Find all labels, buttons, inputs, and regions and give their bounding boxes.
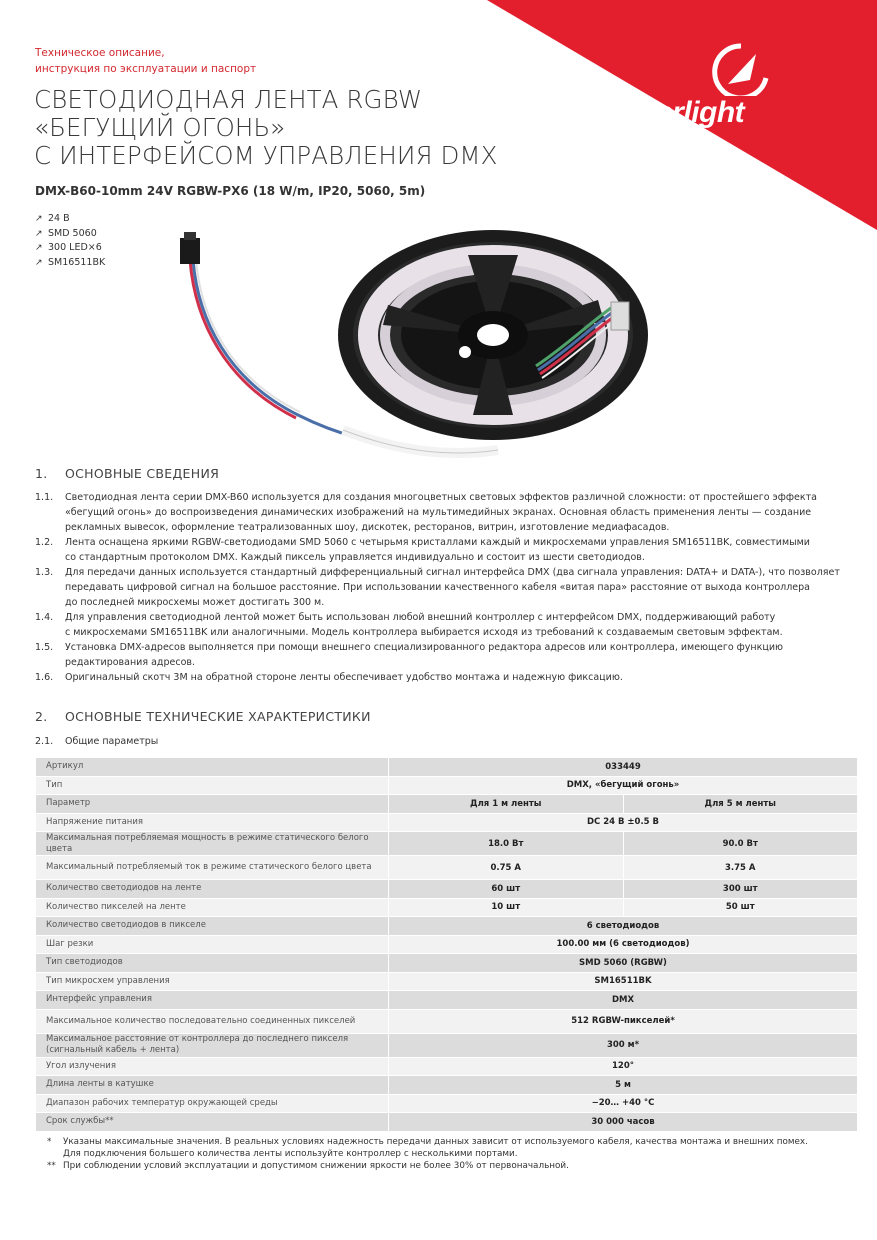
item-text-line: редактирования адресов. <box>65 657 196 668</box>
feature-label: SMD 5060 <box>48 227 97 239</box>
spec-label: Максимальное количество последовательно соединенных пикселей <box>36 1009 389 1033</box>
item-text-line: Светодиодная лента серии DMX-B60 используется для создания многоцветных световых эффектов различной сложности: от простейшего эффекта <box>65 492 817 503</box>
item-text-line: до последней микросхемы может достигать 300 м. <box>65 597 325 608</box>
feature-label: 300 LED×6 <box>48 242 102 253</box>
item-text-line: Для передачи данных используется стандартный дифференциальный сигнал интерфейса DMX (два сигнала управления: DATA+ и DATA-), что позволяет <box>65 567 840 578</box>
footnote-mark: * <box>47 1137 52 1147</box>
arrow-icon: ↗ <box>35 228 43 239</box>
item-text-line: передавать цифровой сигнал на большое расстояние. При использовании качественного кабеля «витая пара» расстояние от выхода контроллера <box>65 582 810 593</box>
document-type <box>35 45 256 77</box>
spec-label: Срок службы** <box>36 1113 389 1132</box>
feature-item <box>35 256 105 271</box>
item-text-line: Лента оснащена яркими RGBW-светодиодами SMD 5060 с четырьмя кристаллами каждый и микросхемами управления SM16511BK, совместимыми <box>65 537 810 548</box>
arrow-icon: ↗ <box>35 243 43 253</box>
list-item <box>35 640 845 670</box>
table-row <box>36 1033 858 1057</box>
table-row <box>36 880 858 899</box>
spec-value: 10 шт <box>389 898 624 917</box>
spec-value: 512 RGBW-пикселей* <box>389 1009 858 1033</box>
brand-logo: arlight <box>656 96 745 129</box>
section-heading <box>35 709 371 724</box>
table-row <box>36 917 858 936</box>
table-row <box>36 1009 858 1033</box>
spec-label: Тип микросхем управления <box>36 972 389 991</box>
footnote <box>47 1160 847 1172</box>
item-text-line: Оригинальный скотч 3М на обратной стороне ленты обеспечивает удобство монтажа и надежную фиксацию. <box>65 672 623 683</box>
title-line: «БЕГУЩИЙ ОГОНЬ» <box>34 113 286 142</box>
table-row <box>36 856 858 880</box>
footnotes <box>47 1136 847 1172</box>
spec-label: Напряжение питания <box>36 813 389 832</box>
list-item <box>35 670 845 685</box>
arrow-icon: ↗ <box>35 214 43 224</box>
footnote-mark: ** <box>47 1161 56 1171</box>
footnote-line: Для подключения большего количества ленты используйте контроллер с несколькими портами. <box>63 1149 518 1159</box>
spec-table <box>35 757 858 1132</box>
table-row <box>36 795 858 814</box>
spec-value: Для 5 м ленты <box>623 795 858 814</box>
table-row <box>36 776 858 795</box>
list-item <box>35 535 845 565</box>
spec-value: DMX <box>389 991 858 1010</box>
spec-value: 50 шт <box>623 898 858 917</box>
page-title <box>34 86 498 170</box>
item-text-line: рекламных вывесок, оформление театрализованных шоу, дискотек, ресторанов, витрин, изготовление медиафасадов. <box>65 522 670 533</box>
spec-label: Максимальное расстояние от контроллера до последнего пикселя (сигнальный кабель + лента) <box>36 1033 389 1057</box>
table-row <box>36 1057 858 1076</box>
spec-value: DMX, «бегущий огонь» <box>389 776 858 795</box>
spec-value: 18.0 Вт <box>389 832 624 856</box>
general-info-list <box>35 490 845 685</box>
table-row <box>36 972 858 991</box>
spec-value: −20… +40 °C <box>389 1094 858 1113</box>
product-model: DMX-B60-10mm 24V RGBW-PX6 (18 W/m, IP20, 5060, 5m) <box>35 184 426 198</box>
subsection-heading <box>35 736 158 747</box>
spec-value: 6 светодиодов <box>389 917 858 936</box>
spec-value: 100.00 мм (6 светодиодов) <box>389 935 858 954</box>
arlight-logo-icon <box>706 40 776 96</box>
spec-label: Количество пикселей на ленте <box>36 898 389 917</box>
spec-value: 60 шт <box>389 880 624 899</box>
spec-label: Шаг резки <box>36 935 389 954</box>
section-title: ОСНОВНЫЕ СВЕДЕНИЯ <box>65 466 220 481</box>
spec-value: 120° <box>389 1057 858 1076</box>
spec-value: 300 м* <box>389 1033 858 1057</box>
feature-item <box>35 241 105 256</box>
spec-value: 3.75 А <box>623 856 858 880</box>
feature-item <box>35 227 105 242</box>
subsection-title: Общие параметры <box>65 736 159 747</box>
spec-value: 0.75 А <box>389 856 624 880</box>
spec-label: Максимальная потребляемая мощность в режиме статического белого цвета <box>36 832 389 856</box>
spec-value: 033449 <box>389 758 858 777</box>
spec-label: Параметр <box>36 795 389 814</box>
item-number: 1.6. <box>35 672 54 683</box>
table-row <box>36 898 858 917</box>
spec-label: Тип <box>36 776 389 795</box>
table-row <box>36 991 858 1010</box>
spec-label: Тип светодиодов <box>36 954 389 973</box>
table-row <box>36 758 858 777</box>
item-text-line: с микросхемами SM16511BK или аналогичными. Модель контроллера выбирается исходя из требований к создаваемым световым эффектам. <box>65 627 783 638</box>
section-heading <box>35 466 219 481</box>
spec-value: 5 м <box>389 1076 858 1095</box>
led-strip-reel-image <box>168 230 688 470</box>
item-number: 1.4. <box>35 612 54 623</box>
table-row <box>36 935 858 954</box>
item-number: 1.1. <box>35 492 54 503</box>
spec-label: Диапазон рабочих температур окружающей среды <box>36 1094 389 1113</box>
spec-label: Артикул <box>36 758 389 777</box>
spec-label: Длина ленты в катушке <box>36 1076 389 1095</box>
list-item <box>35 610 845 640</box>
footnote-line: При соблюдении условий эксплуатации и допустимом снижении яркости не более 30% от первоначальной. <box>63 1161 569 1171</box>
section-title: ОСНОВНЫЕ ТЕХНИЧЕСКИЕ ХАРАКТЕРИСТИКИ <box>65 709 371 724</box>
section-number: 1. <box>35 466 48 481</box>
feature-label: 24 В <box>48 213 70 224</box>
footnote <box>47 1136 847 1160</box>
table-row <box>36 954 858 973</box>
spec-label: Количество светодиодов в пикселе <box>36 917 389 936</box>
spec-value: SMD 5060 (RGBW) <box>389 954 858 973</box>
footnote-line: Указаны максимальные значения. В реальных условиях надежность передачи данных зависит от используемого кабеля, качества монтажа и внешних помех. <box>63 1137 808 1147</box>
spec-label: Интерфейс управления <box>36 991 389 1010</box>
spec-value: Для 1 м ленты <box>389 795 624 814</box>
arrow-icon: ↗ <box>35 257 43 268</box>
spec-value: SM16511BK <box>389 972 858 991</box>
section-number: 2. <box>35 709 48 724</box>
item-text-line: «бегущий огонь» до воспроизведения динамических изображений на мультимедийных экранах. Основная область применения ленты — создание <box>65 507 812 518</box>
list-item <box>35 565 845 610</box>
spec-value: 300 шт <box>623 880 858 899</box>
spec-value: 30 000 часов <box>389 1113 858 1132</box>
title-line: С ИНТЕРФЕЙСОМ УПРАВЛЕНИЯ DMX <box>34 141 498 170</box>
spec-value: DC 24 В ±0.5 В <box>389 813 858 832</box>
spec-label: Количество светодиодов на ленте <box>36 880 389 899</box>
document-type-line: инструкция по эксплуатации и паспорт <box>35 63 257 75</box>
item-number: 1.5. <box>35 642 54 653</box>
feature-list <box>35 212 105 270</box>
title-line: СВЕТОДИОДНАЯ ЛЕНТА RGBW <box>34 85 423 114</box>
spec-label: Угол излучения <box>36 1057 389 1076</box>
item-number: 1.2. <box>35 537 54 548</box>
item-text-line: со стандартным протоколом DMX. Каждый пиксель управляется индивидуально и состоит из шести светодиодов. <box>65 552 645 563</box>
item-number: 1.3. <box>35 567 54 578</box>
item-text-line: Установка DMX-адресов выполняется при помощи внешнего специализированного редактора адресов или контроллера, имеющего функцию <box>65 642 783 653</box>
table-row <box>36 1094 858 1113</box>
table-row <box>36 1076 858 1095</box>
list-item <box>35 490 845 535</box>
subsection-number: 2.1. <box>35 736 54 747</box>
spec-label: Максимальный потребляемый ток в режиме статического белого цвета <box>36 856 389 880</box>
item-text-line: Для управления светодиодной лентой может быть использован любой внешний контроллер с интерфейсом DMX, поддерживающий работу <box>65 612 776 623</box>
document-type-line: Техническое описание, <box>35 47 165 59</box>
table-row <box>36 832 858 856</box>
table-row <box>36 1113 858 1132</box>
feature-item <box>35 212 105 227</box>
table-row <box>36 813 858 832</box>
spec-value: 90.0 Вт <box>623 832 858 856</box>
feature-label: SM16511BK <box>48 256 106 268</box>
